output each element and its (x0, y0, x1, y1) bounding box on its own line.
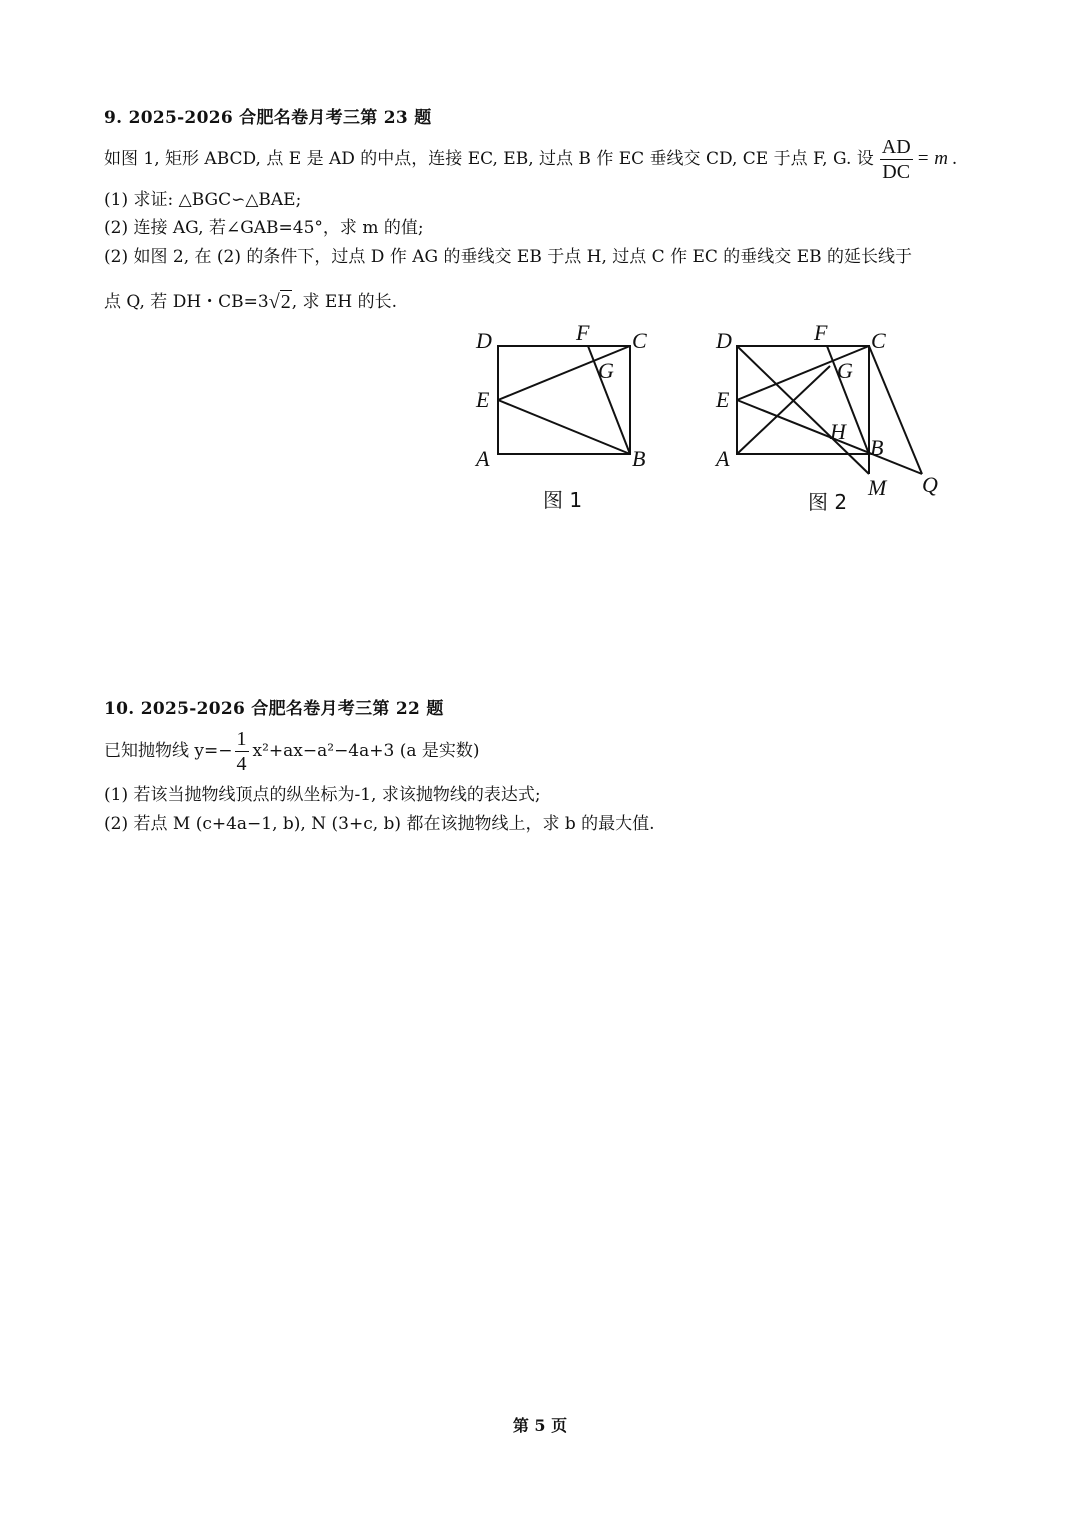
q10-part2: (2) 若点 M (c+4a−1, b), N (3+c, b) 都在该抛物线上，求 b 的最大值. (104, 814, 655, 834)
fig1-segment-eb (498, 400, 630, 454)
q10-fraction-numerator: 1 (236, 727, 247, 750)
q9-part3-line2-post: , 求 EH 的长. (291, 292, 397, 312)
q10-title: 10. 2025-2026 合肥名卷月考三第 22 题 (104, 699, 444, 719)
q9-part1: (1) 求证: △BGC∽△BAE; (104, 190, 302, 210)
fig2-label-m: M (868, 475, 887, 500)
figure-2 (710, 320, 960, 505)
q9-title: 9. 2025-2026 合肥名卷月考三第 23 题 (104, 108, 432, 128)
fig2-label-f: F (814, 320, 828, 345)
q9-part3-line1: (2) 如图 2, 在 (2) 的条件下，过点 D 作 AG 的垂线交 EB 于点 H, 过点 C 作 EC 的垂线交 EB 的延长线于 (104, 247, 912, 267)
fig1-caption: 图 1 (543, 488, 583, 512)
fig1-label-g: G (598, 358, 614, 383)
q9-stem-end: = m . (916, 148, 958, 169)
q9-part3-line2-pre: 点 Q, 若 DH・CB=3 (104, 292, 269, 312)
q9-fraction-numerator: AD (881, 135, 911, 158)
q9-fraction (880, 135, 913, 184)
q9-fraction-denominator: DC (882, 160, 911, 183)
fig2-label-d: D (716, 328, 732, 353)
fig1-label-d: D (476, 328, 492, 353)
fig1-label-e: E (476, 387, 490, 412)
q10-fraction (235, 727, 249, 776)
fig2-caption: 图 2 (808, 490, 848, 514)
fig2-segment-ag (737, 366, 830, 454)
fig2-label-c: C (871, 328, 886, 353)
fig2-label-b: B (870, 435, 884, 460)
q9-stem (104, 134, 957, 184)
q10-stem-pre: 已知抛物线 y=− (104, 741, 233, 761)
fig2-label-g: G (837, 358, 853, 383)
q10-part1: (1) 若该当抛物线顶点的纵坐标为-1, 求该抛物线的表达式; (104, 785, 541, 805)
q9-sqrt-radicand: 2 (280, 291, 291, 313)
figure-1 (470, 320, 660, 480)
fig1-label-c: C (632, 328, 647, 353)
q9-part3-line2 (104, 289, 397, 315)
fig2-label-a: A (716, 446, 730, 471)
fig2-label-q: Q (922, 472, 938, 497)
q9-stem-text: 如图 1, 矩形 ABCD, 点 E 是 AD 的中点，连接 EC, EB, 过点 B 作 EC 垂线交 CD, CE 于点 F, G. 设 (104, 149, 874, 169)
q10-fraction-denominator: 4 (236, 752, 247, 775)
sqrt-symbol: √2 (268, 291, 291, 313)
fig1-label-b: B (632, 446, 646, 471)
q9-part2: (2) 连接 AG, 若∠GAB=45°，求 m 的值; (104, 218, 424, 238)
page-number: 第 5 页 (512, 1416, 568, 1435)
fig2-label-h: H (830, 419, 846, 444)
fig1-label-f: F (576, 320, 590, 345)
fig2-label-e: E (716, 387, 730, 412)
q10-stem (104, 724, 480, 778)
fig1-label-a: A (476, 446, 490, 471)
q10-stem-post: x²+ax−a²−4a+3 (a 是实数) (252, 741, 480, 761)
